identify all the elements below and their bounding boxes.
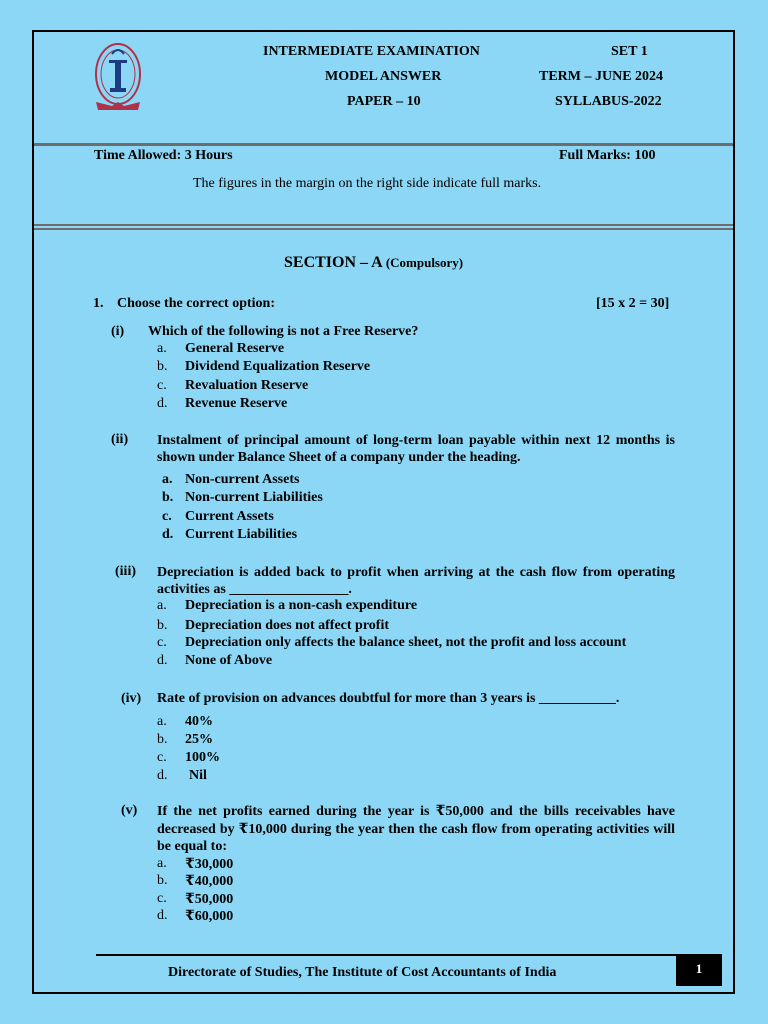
item-number: (v) [121, 803, 138, 818]
page-frame [32, 30, 735, 994]
option-text: ₹60,000 [185, 909, 234, 924]
footer-divider [96, 954, 678, 956]
item-number: (ii) [111, 432, 129, 447]
option-text: ₹30,000 [185, 857, 234, 872]
section-title [284, 254, 463, 272]
option-text: ₹40,000 [185, 874, 234, 889]
option-letter: b. [157, 873, 168, 888]
option-letter: a. [162, 472, 173, 487]
option-letter: d. [157, 396, 168, 411]
option-text: None of Above [185, 653, 273, 668]
option-letter: a. [157, 714, 167, 729]
item-question: If the net profits earned during the year is ₹50,000 and the bills receivables have decreased by ₹10,000 during the year then the cash flow from operating activities will be equal to: [157, 804, 675, 854]
option-letter: c. [157, 891, 167, 906]
option-letter: a. [157, 598, 167, 613]
time-allowed: Time Allowed: 3 Hours [94, 148, 233, 163]
option-letter: d. [157, 908, 168, 923]
option-text: Depreciation only affects the balance sheet, not the profit and loss account [185, 635, 627, 650]
item-number: (iii) [115, 564, 136, 579]
option-text: 100% [185, 750, 220, 765]
section-title-main: SECTION – A [284, 254, 382, 271]
item-question: Which of the following is not a Free Reserve? [148, 324, 419, 339]
meta-divider-bottom [34, 228, 733, 230]
option-text: Current Assets [185, 509, 274, 524]
option-letter: d. [157, 768, 168, 783]
option-text: General Reserve [185, 341, 285, 356]
option-letter: b. [157, 359, 168, 374]
option-letter: c. [162, 509, 172, 524]
option-text: ₹50,000 [185, 892, 234, 907]
instruction-text: The figures in the margin on the right side indicate full marks. [193, 176, 542, 191]
option-text: Dividend Equalization Reserve [185, 359, 371, 374]
item-question: Depreciation is added back to profit when arriving at the cash flow from operating activities as _________________. [157, 565, 675, 597]
model-answer-label: MODEL ANSWER [325, 69, 442, 84]
meta-divider-top [34, 224, 733, 226]
option-letter: c. [157, 750, 167, 765]
item-number: (iv) [121, 691, 142, 706]
exam-title: INTERMEDIATE EXAMINATION [263, 44, 480, 59]
option-letter: d. [157, 653, 168, 668]
question-text: Choose the correct option: [117, 296, 275, 311]
item-question: Rate of provision on advances doubtful for more than 3 years is ___________. [157, 691, 620, 706]
option-text: Depreciation is a non-cash expenditure [185, 598, 418, 613]
option-text: 25% [185, 732, 213, 747]
option-letter: b. [157, 732, 168, 747]
option-letter: c. [157, 635, 167, 650]
option-letter: b. [162, 490, 174, 505]
option-letter: c. [157, 378, 167, 393]
option-text: Revaluation Reserve [185, 378, 309, 393]
set-label: SET 1 [611, 44, 648, 59]
item-question: Instalment of principal amount of long-term loan payable within next 12 months is shown under Balance Sheet of a company under the heading. [157, 433, 675, 465]
option-letter: a. [157, 341, 167, 356]
page-number: 1 [676, 954, 722, 986]
icmai-emblem-icon [92, 40, 144, 116]
question-number: 1. [93, 296, 104, 311]
paper-label: PAPER – 10 [347, 94, 421, 109]
section-subtitle: (Compulsory) [385, 255, 464, 270]
term-label: TERM – JUNE 2024 [539, 69, 664, 84]
option-text: 40% [185, 714, 213, 729]
option-letter: b. [157, 618, 168, 633]
option-text: Current Liabilities [185, 527, 298, 542]
option-text: Nil [189, 768, 207, 783]
option-text: Non-current Assets [185, 472, 300, 487]
full-marks: Full Marks: 100 [559, 148, 656, 163]
option-text: Revenue Reserve [185, 396, 288, 411]
item-number: (i) [111, 324, 125, 339]
footer-text: Directorate of Studies, The Institute of Cost Accountants of India [168, 965, 557, 980]
option-letter: a. [157, 856, 167, 871]
header-divider [34, 143, 733, 146]
option-text: Depreciation does not affect profit [185, 618, 389, 633]
option-letter: d. [162, 527, 174, 542]
syllabus-label: SYLLABUS-2022 [555, 94, 662, 109]
option-text: Non-current Liabilities [185, 490, 323, 505]
question-marks: [15 x 2 = 30] [596, 296, 670, 311]
